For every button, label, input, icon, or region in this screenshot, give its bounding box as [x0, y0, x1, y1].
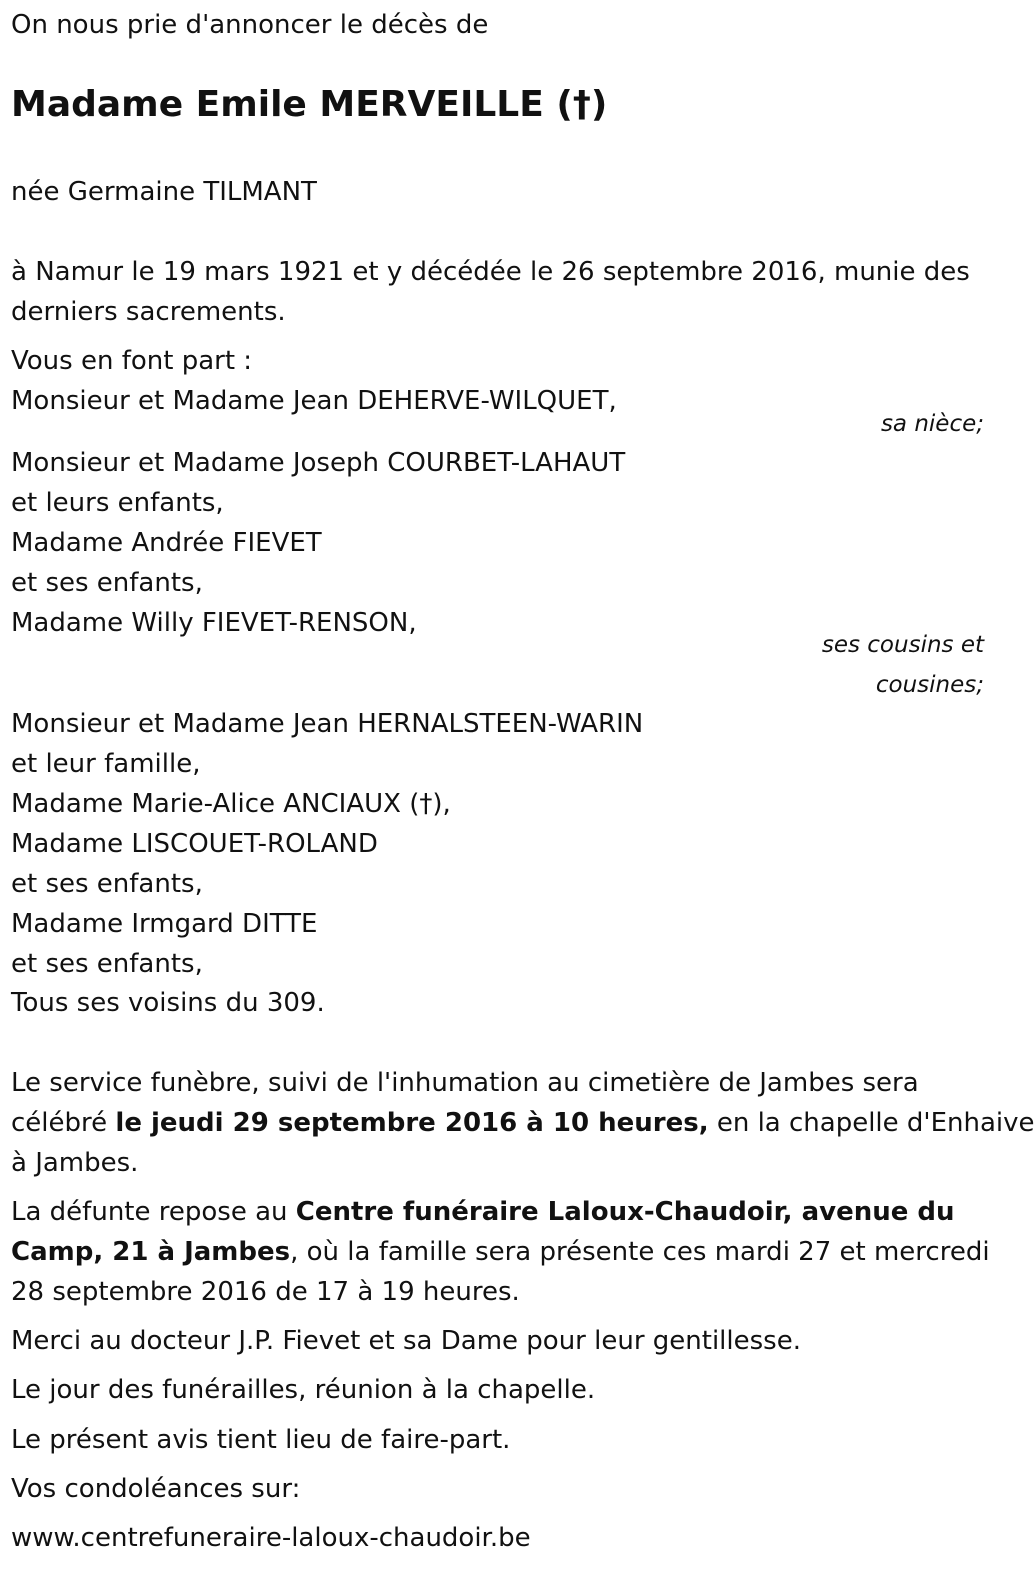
intro-text: On nous prie d'annoncer le décès de	[11, 10, 489, 40]
service-text: en la chapelle d'Enhaive	[708, 1108, 1035, 1138]
repose-line-1	[11, 1199, 955, 1225]
condolences-label: Vos condoléances sur:	[11, 1474, 301, 1504]
announce-intro: Vous en font part :	[11, 346, 253, 376]
family-line: Madame Willy FIEVET-RENSON,	[11, 608, 417, 638]
family-line: et ses enfants,	[11, 869, 203, 899]
family-line: et leurs enfants,	[11, 488, 224, 518]
website-link[interactable]: www.centrefuneraire-laloux-chaudoir.be	[11, 1523, 531, 1553]
repose-line-2	[11, 1239, 990, 1265]
deceased-name: Madame Emile MERVEILLE (†)	[11, 84, 608, 125]
repose-text: , où la famille sera présente ces mardi 27 et mercredi	[290, 1237, 990, 1267]
family-line: et ses enfants,	[11, 568, 203, 598]
family-line: Madame Irmgard DITTE	[11, 909, 318, 939]
maiden-name: née Germaine TILMANT	[11, 177, 317, 207]
family-line: Madame LISCOUET-ROLAND	[11, 829, 378, 859]
birth-line-1: à Namur le 19 mars 1921 et y décédée le 26 septembre 2016, munie des	[11, 257, 970, 287]
birth-line-2: derniers sacrements.	[11, 297, 286, 327]
notice-text: Le présent avis tient lieu de faire-part.	[11, 1425, 511, 1455]
service-line-2	[11, 1110, 1035, 1136]
family-line: Monsieur et Madame Jean DEHERVE-WILQUET,	[11, 386, 617, 416]
repose-location: Centre funéraire Laloux-Chaudoir, avenue du	[295, 1197, 955, 1227]
repose-text: La défunte repose au	[11, 1197, 296, 1227]
family-line: et ses enfants,	[11, 949, 203, 979]
family-line: Monsieur et Madame Jean HERNALSTEEN-WARIN	[11, 709, 644, 739]
service-line-3: à Jambes.	[11, 1148, 139, 1178]
family-line: Madame Marie-Alice ANCIAUX (†),	[11, 789, 451, 819]
service-text: célébré	[11, 1108, 116, 1138]
repose-line-3: 28 septembre 2016 de 17 à 19 heures.	[11, 1277, 520, 1307]
family-line: et leur famille,	[11, 749, 201, 779]
relation-label: sa nièce;	[880, 411, 984, 437]
family-line: Madame Andrée FIEVET	[11, 528, 322, 558]
service-date: le jeudi 29 septembre 2016 à 10 heures,	[115, 1108, 709, 1138]
repose-location: Camp, 21 à Jambes	[11, 1237, 291, 1267]
family-line: Tous ses voisins du 309.	[11, 988, 325, 1018]
reunion-text: Le jour des funérailles, réunion à la chapelle.	[11, 1375, 596, 1405]
service-line-1: Le service funèbre, suivi de l'inhumation au cimetière de Jambes sera	[11, 1068, 919, 1098]
relation-label: cousines;	[875, 672, 984, 698]
thanks-text: Merci au docteur J.P. Fievet et sa Dame pour leur gentillesse.	[11, 1326, 801, 1356]
family-line: Monsieur et Madame Joseph COURBET-LAHAUT	[11, 448, 626, 478]
relation-label: ses cousins et	[821, 632, 984, 658]
